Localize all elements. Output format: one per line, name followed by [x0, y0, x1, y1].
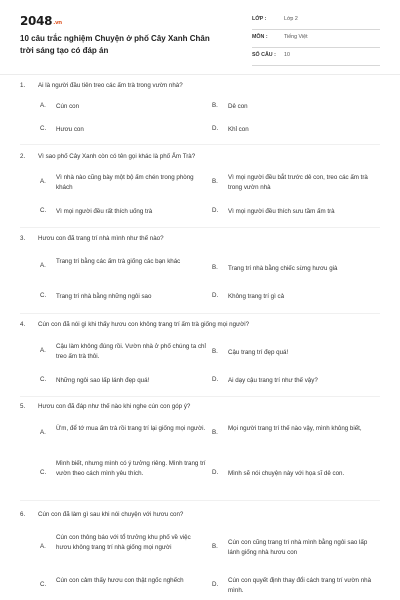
divider	[20, 396, 380, 397]
question-4	[0, 319, 400, 384]
question-number: 6.	[20, 511, 26, 518]
option-label: C.	[40, 125, 47, 132]
option-text: Khỉ con	[228, 126, 249, 133]
option-label: A.	[40, 429, 46, 436]
question-number: 3.	[20, 235, 26, 242]
divider	[20, 500, 380, 501]
meta-key: MÔN :	[252, 34, 268, 40]
option-label: A.	[40, 543, 46, 550]
option-label: C.	[40, 376, 47, 383]
option-label: C.	[40, 469, 47, 476]
option-text: Cún con quyết định thay đổi cách trang trí vườn nhà mình.	[228, 577, 372, 594]
option-text: Cậu làm không đúng rồi. Vườn nhà ở phố chúng ta chỉ treo ấm trà thôi.	[56, 343, 206, 360]
question-text: Ai là người đầu tiên treo các ấm trà trong vườn nhà?	[38, 82, 183, 89]
question-line	[0, 233, 400, 245]
meta-key: LỚP :	[252, 16, 267, 22]
option-label: B.	[212, 178, 218, 185]
option-text: Mọi người trang trí thế nào vậy, mình không biết,	[228, 425, 362, 432]
divider	[20, 144, 380, 145]
meta-row-subject	[252, 30, 380, 48]
option-label: C.	[40, 581, 47, 588]
option-text: Mình biết, nhưng mình có ý tưởng riêng. Mình trang trí vườn theo cách mình yêu thích.	[56, 460, 206, 477]
header-divider	[0, 74, 400, 75]
question-line	[0, 401, 400, 413]
question-number: 4.	[20, 321, 26, 328]
option-text: Hươu con	[56, 126, 84, 133]
question-line	[0, 509, 400, 521]
option-text: Cún con	[56, 103, 80, 110]
meta-value: Lớp 2	[284, 16, 298, 22]
divider	[20, 313, 380, 314]
option-label: B.	[212, 429, 218, 436]
option-label: C.	[40, 207, 47, 214]
option-text: Ai dạy cậu trang trí như thế vậy?	[228, 377, 318, 384]
question-number: 5.	[20, 403, 26, 410]
option-text: Cún con cảm thấy hươu con thật ngốc nghếch	[56, 577, 184, 584]
question-2	[0, 151, 400, 215]
option-text: Vì mọi người đều thích sưu tầm ấm trà	[228, 208, 335, 215]
site-logo[interactable]	[20, 14, 62, 28]
option-label: A.	[40, 262, 46, 269]
meta-value: 10	[284, 52, 290, 58]
option-label: B.	[212, 543, 218, 550]
option-label: D.	[212, 292, 219, 299]
option-text: Vì mọi người đều rất thích uống trà	[56, 208, 153, 215]
question-text: Cún con đã làm gì sau khi nói chuyện với hươu con?	[38, 511, 184, 518]
option-label: A.	[40, 102, 46, 109]
option-label: D.	[212, 581, 219, 588]
option-text: Không trang trí gì cả	[228, 293, 285, 300]
question-3	[0, 233, 400, 300]
question-5	[0, 401, 400, 477]
option-text: Dê con	[228, 103, 248, 110]
option-label: D.	[212, 207, 219, 214]
header	[0, 0, 400, 76]
question-line	[0, 319, 400, 331]
option-text: Những ngôi sao lấp lánh đẹp quá!	[56, 377, 150, 384]
question-1	[0, 80, 400, 133]
option-label: D.	[212, 125, 219, 132]
option-label: D.	[212, 469, 219, 476]
option-label: B.	[212, 348, 218, 355]
meta-row-count	[252, 48, 380, 66]
option-text: Ừm, để tớ mua ấm trà rồi trang trí lại giống mọi người.	[56, 425, 206, 432]
question-number: 1.	[20, 82, 26, 89]
question-text: Vì sao phố Cây Xanh còn có tên gọi khác là phố Ấm Trà?	[38, 153, 196, 160]
option-text: Mình sẽ nói chuyện này với họa sĩ dê con.	[228, 470, 345, 477]
question-number: 2.	[20, 153, 26, 160]
meta-row-grade	[252, 12, 380, 30]
option-label: D.	[212, 376, 219, 383]
option-text: Trang trí nhà bằng những ngôi sao	[56, 293, 152, 300]
option-text: Vì nhà nào cũng bày một bộ ấm chén trong phòng khách	[56, 174, 194, 191]
divider	[20, 227, 380, 228]
option-text: Cún con cũng trang trí nhà mình bằng ngôi sao lấp lánh giống nhà hươu con	[228, 539, 368, 556]
meta-value: Tiếng Việt	[284, 34, 308, 40]
option-text: Cậu trang trí đẹp quá!	[228, 349, 289, 356]
option-label: A.	[40, 347, 46, 354]
question-line	[0, 151, 400, 163]
question-line	[0, 80, 400, 92]
option-label: A.	[40, 178, 46, 185]
option-text: Trang trí bằng các ấm trà giống các bạn khác	[56, 258, 181, 265]
question-text: Hươu con đã trang trí nhà mình như thế nào?	[38, 235, 164, 242]
logo-suffix: .vn	[53, 20, 62, 26]
option-label: B.	[212, 264, 218, 271]
option-text: Vì mọi người đều bắt trước dê con, treo các ấm trà trong vườn nhà	[228, 174, 368, 191]
question-text: Cún con đã nói gì khi thấy hươu con không trang trí ấm trà giống mọi người?	[38, 321, 250, 328]
option-text: Trang trí nhà bằng chiếc sừng hươu già	[228, 265, 338, 272]
page-title: 10 câu trắc nghiệm Chuyện ở phố Cây Xanh Chân trời sáng tạo có đáp án	[20, 34, 210, 55]
option-label: B.	[212, 102, 218, 109]
option-text: Cún con thông báo với tổ trưởng khu phố về việc hươu không trang trí nhà giống mọi người	[56, 534, 191, 551]
question-6	[0, 509, 400, 594]
logo-text: 2048	[20, 14, 53, 28]
option-label: C.	[40, 292, 47, 299]
question-text: Hươu con đã đáp như thế nào khi nghe cún con góp ý?	[38, 403, 191, 410]
meta-key: SỐ CÂU :	[252, 52, 276, 58]
meta-panel	[252, 12, 380, 66]
